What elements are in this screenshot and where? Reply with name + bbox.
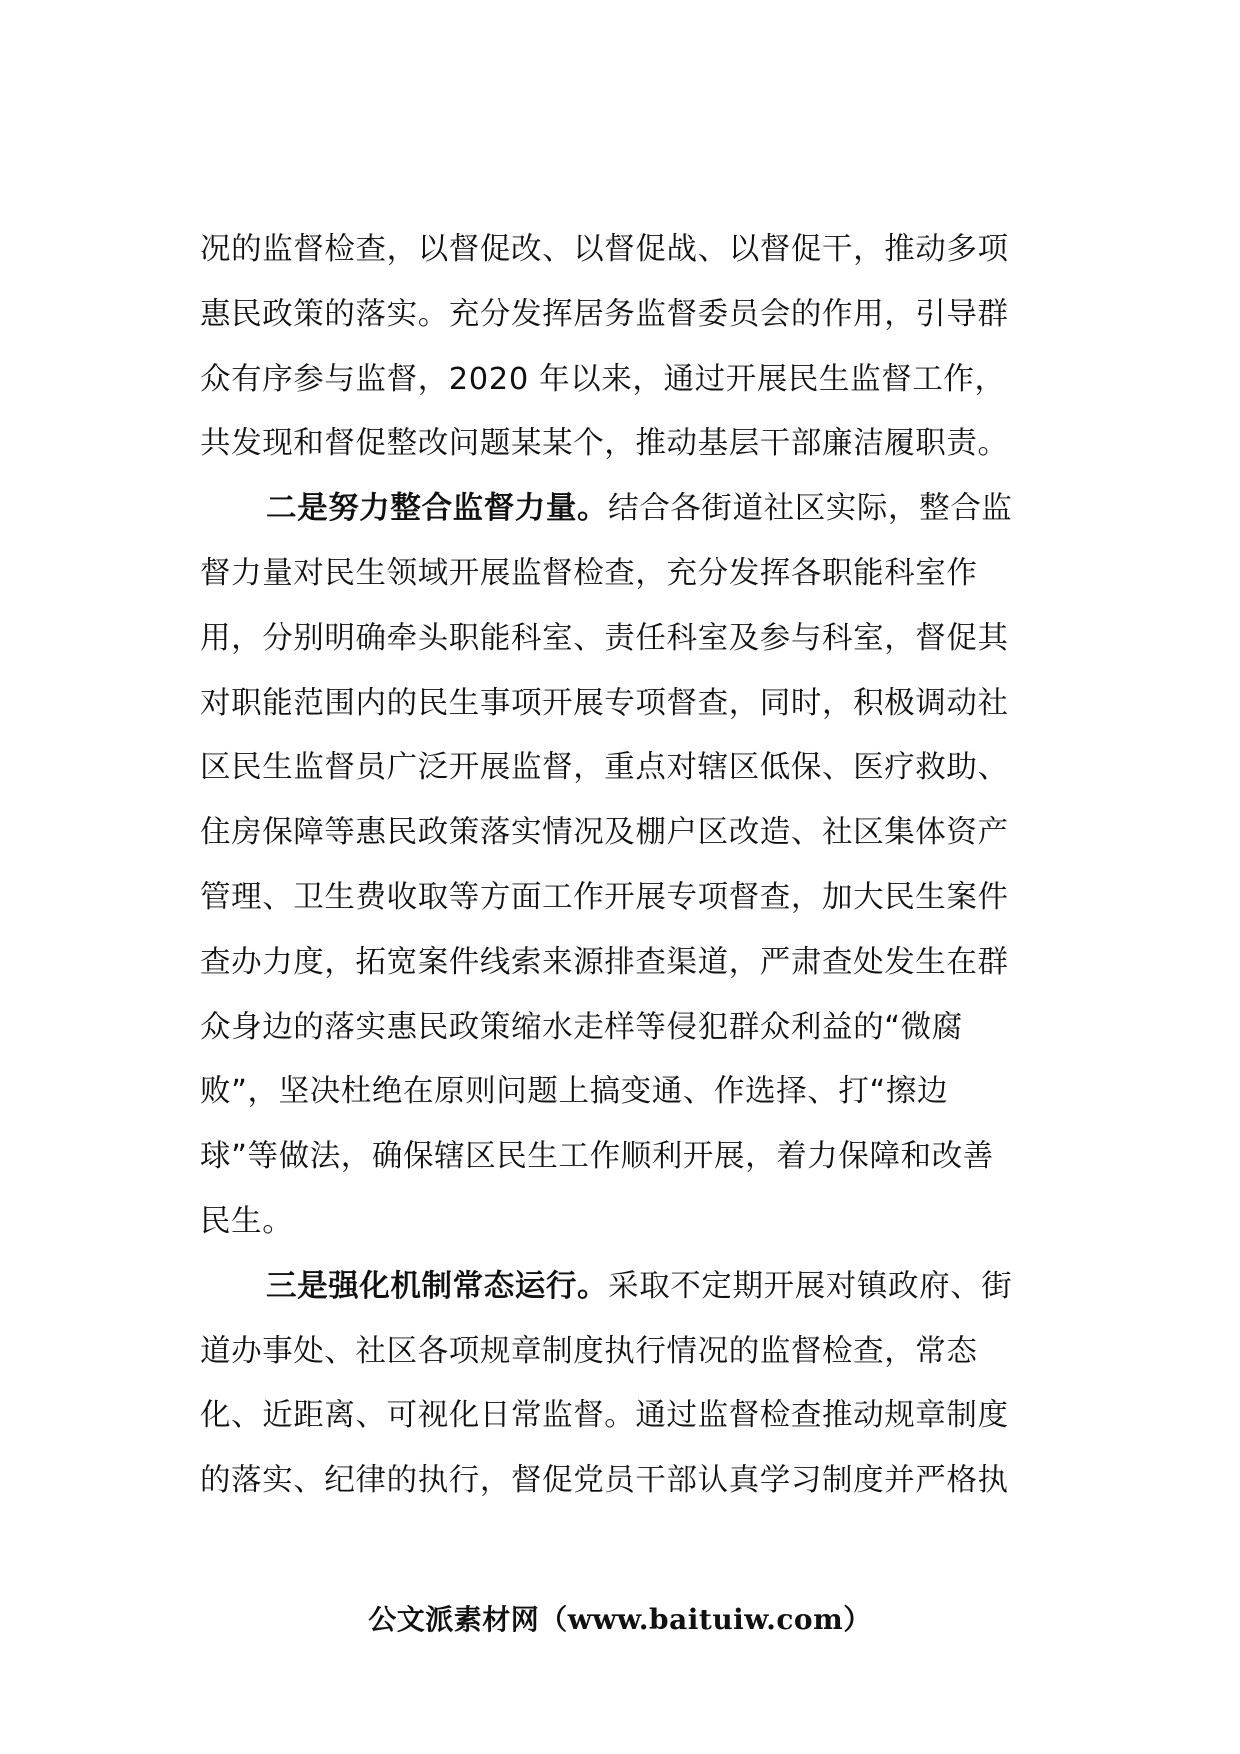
section-heading: 三是强化机制常态运行。	[266, 1268, 609, 1304]
text-line: 道办事处、社区各项规章制度执行情况的监督检查，常态	[200, 1333, 978, 1369]
footer-watermark: 公文派素材网（www.baituiw.com）	[368, 1603, 872, 1636]
text-line: 区民生监督员广泛开展监督，重点对辖区低保、医疗救助、	[200, 750, 1009, 786]
text-run: 采取不定期开展对镇政府、街	[608, 1268, 1013, 1304]
document-body	[200, 218, 1070, 1514]
text-line: 共发现和督促整改问题某某个，推动基层干部廉洁履职责。	[200, 426, 1009, 462]
text-line: 败”，坚决杜绝在原则问题上搞变通、作选择、打“擦边	[200, 1074, 949, 1110]
paragraph-start-line	[200, 477, 1070, 542]
section-heading: 二是努力整合监督力量。	[266, 491, 609, 527]
paragraph-start-line	[200, 1255, 1070, 1320]
text-line: 球”等做法，确保辖区民生工作顺利开展，着力保障和改善	[200, 1139, 994, 1175]
text-line: 督力量对民生领域开展监督检查，充分发挥各职能科室作	[200, 555, 978, 591]
text-line: 住房保障等惠民政策落实情况及棚户区改造、社区集体资产	[200, 815, 1009, 851]
text-line: 用，分别明确牵头职能科室、责任科室及参与科室，督促其	[200, 620, 1009, 656]
text-line: 惠民政策的落实。充分发挥居务监督委员会的作用，引导群	[200, 296, 1009, 332]
text-line: 管理、卫生费收取等方面工作开展专项督查，加大民生案件	[200, 879, 1009, 915]
text-line: 的落实、纪律的执行，督促党员干部认真学习制度并严格执	[200, 1463, 1009, 1499]
text-run: 结合各街道社区实际，整合监	[608, 491, 1013, 527]
text-line: 况的监督检查，以督促改、以督促战、以督促干，推动多项	[200, 232, 1009, 267]
text-line: 查办力度，拓宽案件线索来源排查渠道，严肃查处发生在群	[200, 944, 1009, 980]
text-line: 对职能范围内的民生事项开展专项督查，同时，积极调动社	[200, 685, 1009, 721]
text-line: 众身边的落实惠民政策缩水走样等侵犯群众利益的“微腐	[200, 1009, 963, 1045]
text-line: 化、近距离、可视化日常监督。通过监督检查推动规章制度	[200, 1398, 1009, 1434]
text-line: 众有序参与监督，2020 年以来，通过开展民生监督工作，	[200, 361, 1006, 397]
text-line: 民生。	[200, 1203, 294, 1239]
